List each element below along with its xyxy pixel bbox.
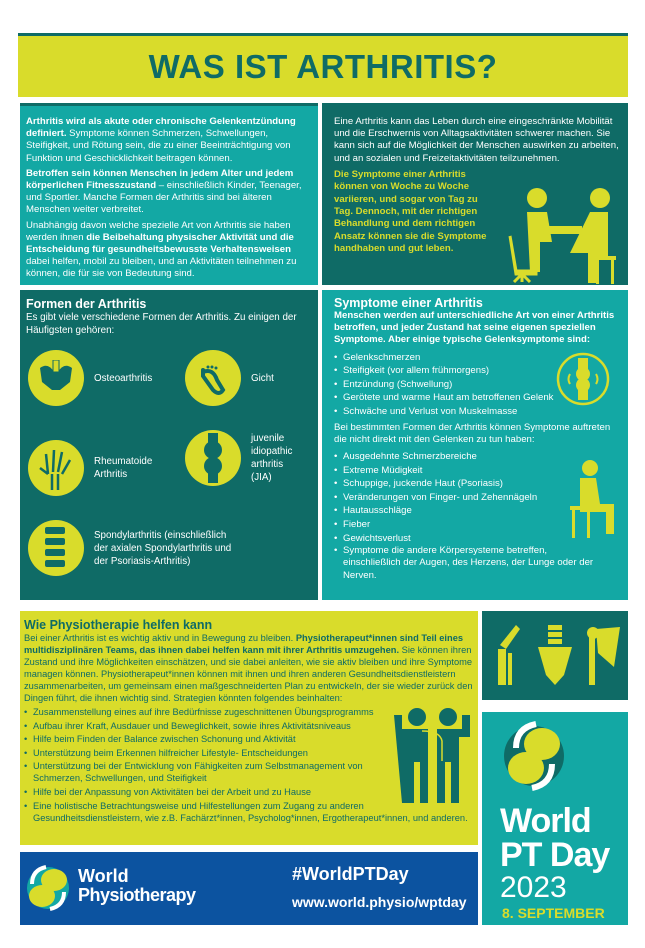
physio-text-a: Bei einer Arthritis ist es wichtig aktiv und in Bewegung zu bleiben. xyxy=(24,633,296,643)
forms-heading: Formen der Arthritis xyxy=(26,297,147,311)
two-people-support-icon xyxy=(392,707,472,807)
symptoms-section xyxy=(322,290,628,600)
list-item: • Schuppige, juckende Haut (Psoriasis) xyxy=(334,477,622,491)
list-item: • Hautausschläge xyxy=(334,504,622,518)
hashtag: #WorldPTDay xyxy=(292,864,409,884)
pelvis-icon xyxy=(28,350,84,406)
form-label: Rheumatoide Arthritis xyxy=(94,456,153,480)
list-item: • Gelenkschmerzen xyxy=(334,351,622,365)
list-item: • Extreme Müdigkeit xyxy=(334,464,622,478)
org-name-line2: Physiotherapy xyxy=(78,885,196,905)
physio-text-b: Sie können ihren Zustand und ihre Möglichkeiten einschätzen, und sie dabei anleiten, wie sie aktiv bleiben und ihre Symptome managen können. Physiotherapeut*innen können mit ihnen und ihren anderen Gesundheitsdienstleistern zusammenarbeiten, um gemeinsam einen maßgeschneiderten Plan zu entwickeln, der sie wieder zurück den Dingen führt, die ihnen wichtig sind. Strategien könnten folgendes beinhalten: xyxy=(24,645,473,703)
intro-p3-a: Unabhängig davon welche spezielle Art von Arthritis sie haben werden ihnen xyxy=(26,219,291,243)
list-item: • Schwäche und Verlust von Muskelmasse xyxy=(334,405,622,419)
intro-p2-rest: – einschließlich Kinder, Teenager, und Sportler. Manche Formen der Arthritis sind bei älteren Menschen weiter verbreitet. xyxy=(26,180,302,216)
list-item: • Fieber xyxy=(334,518,622,532)
intro-p3 xyxy=(26,220,312,281)
intro-p2 xyxy=(26,168,312,217)
sitting-person-icon xyxy=(570,460,620,540)
knee-joint-icon xyxy=(185,430,241,486)
hand-bones-icon xyxy=(28,440,84,496)
list-item: • Symptome die andere Körpersysteme betreffen, einschließlich der Augen, des Herzens, der Lunge oder der Nerven. xyxy=(334,545,594,582)
form-label: Spondylarthritis (einschließlich der axialen Spondylarthritis und der Psoriasis-Arthritis) xyxy=(94,529,232,567)
form-label: Osteoarthritis xyxy=(94,372,153,384)
impact-section xyxy=(322,103,628,285)
impact-highlight: Die Symptome einer Arthritis können von Woche zu Woche variieren, und sogar von Tag zu Tag. Dennoch, mit der richtigen Behandlung und dem richtigen Ansatz können sie die Symptome handhaben und gut leben. xyxy=(334,168,487,255)
page-title: WAS IST ARTHRITIS? xyxy=(148,47,498,85)
form-label: Gicht xyxy=(251,372,274,384)
form-spondyl xyxy=(28,520,278,576)
shoulder-bones-icon xyxy=(586,625,620,685)
list-item: • Entzündung (Schwellung) xyxy=(334,378,622,392)
form-gout xyxy=(185,350,274,406)
impact-text: Eine Arthritis kann das Leben durch eine eingeschränkte Mobilität und die Erschwernis von Alltagsaktivitäten schwerer machen. Sie kann sich auf die Möglichkeit der Menschen auswirken zu arbeiten, und an sozialen und Freizeitaktivitäten teilzunehmen. xyxy=(334,116,619,164)
other-symptoms-intro: Bei bestimmten Formen der Arthritis können Symptome auftreten die nicht direkt mit den Gelenken zu tun haben: xyxy=(334,421,611,445)
event-name-line1: World xyxy=(500,802,591,840)
intro-section xyxy=(20,103,318,285)
spine-icon xyxy=(28,520,84,576)
footer-bar xyxy=(20,852,478,925)
intro-p3-bold: die Beibehaltung physischer Aktivität und die Entscheidung für gesundheitsbewusste Verhaltensweisen xyxy=(26,231,294,256)
event-year: 2023 xyxy=(500,871,567,904)
world-physiotherapy-logo-icon xyxy=(26,864,70,912)
patient-therapist-icon xyxy=(502,186,622,286)
forms-section xyxy=(20,290,318,600)
form-label: juvenile idiopathic arthritis (JIA) xyxy=(251,433,293,483)
physio-heading: Wie Physiotherapie helfen kann xyxy=(24,618,213,632)
title-banner xyxy=(18,33,628,97)
form-jia xyxy=(185,430,310,486)
world-pt-day-logo-icon xyxy=(502,718,566,794)
list-item: • Gewichtsverlust xyxy=(334,532,622,546)
list-item: • Hilfe beim Finden der Balance zwischen Schonung und Aktivität xyxy=(24,733,404,747)
event-date: 8. SEPTEMBER xyxy=(502,905,605,921)
list-item: • Zusammenstellung eines auf ihre Bedürfnisse zugeschnittenen Übungsprogramms xyxy=(24,706,404,720)
painful-joint-icon xyxy=(556,352,610,406)
list-item: • Steifigkeit (vor allem frühmorgens) xyxy=(334,364,622,378)
org-name-line1: World xyxy=(78,866,129,886)
list-item: • Hilfe bei der Anpassung von Aktivitäten bei der Arbeit und zu Hause xyxy=(24,786,404,800)
list-item: • Veränderungen von Finger- und Zehennägeln xyxy=(334,491,622,505)
foot-icon xyxy=(185,350,241,406)
list-item: • Unterstützung bei der Entwicklung von Fähigkeiten zum Selbstmanagement von Schmerzen, Schwellungen, und Steifigkeit xyxy=(24,760,364,784)
intro-p1 xyxy=(26,116,312,165)
intro-p2-bold: Betroffen sein können Menschen in jedem Alter und jedem körperlichen Fitnesszustand xyxy=(26,167,294,192)
intro-p1-bold: Arthritis wird als akute oder chronische Gelenkentzündung definiert. xyxy=(26,116,296,140)
website-link[interactable]: www.world.physio/wptday xyxy=(292,894,467,910)
list-item: • Eine holistische Betrachtungsweise und Hilfestellungen zum Zugang zu anderen Gesundheitsdienstleistern, wie z.B. Fachärzt*innen, Psycholog*innen, Ergotherapeut*innen, und anderen. xyxy=(24,800,469,824)
event-name-line2: PT Day xyxy=(500,836,610,874)
spine-pelvis-icon xyxy=(538,625,572,685)
form-osteoarthritis xyxy=(28,350,152,406)
symptoms-heading: Symptome einer Arthritis xyxy=(334,296,483,310)
bones-panel xyxy=(482,611,628,700)
form-rheumatoid xyxy=(28,440,178,496)
physio-text-bold: Physiotherapeut*innen sind Teil eines multidisziplinären Teams, das ihnen dabei helfen kann mit ihrer Arthritis umzugehen. xyxy=(24,633,464,655)
list-item: • Gerötete und warme Haut am betroffenen Gelenk xyxy=(334,391,622,405)
physio-text xyxy=(24,632,474,704)
physio-section xyxy=(20,611,478,845)
intro-p1-rest: Symptome können Schmerzen, Schwellungen, Steifigkeit, und Rötung sein, die zu einer Beeinträchtigung von Funktion und Geschicklichkeit beitragen können. xyxy=(26,128,291,164)
forms-intro: Es gibt viele verschiedene Formen der Arthritis. Zu einigen der Häufigsten gehören: xyxy=(26,312,297,336)
list-item: • Ausgedehnte Schmerzbereiche xyxy=(334,450,622,464)
symptoms-intro: Menschen werden auf unterschiedliche Art von einer Arthritis betroffen, und jeder Zustand hat seine eigenen speziellen Symptome. Aber einige typische Gelenksymptome sind: xyxy=(334,310,615,346)
intro-p3-b: dabei helfen, mobil zu bleiben, und an Aktivitäten teilnehmen zu können, die für sie von Bedeutung sind. xyxy=(26,256,297,280)
knee-bones-icon xyxy=(492,625,520,685)
list-item: • Unterstützung beim Erkennen hilfreicher Lifestyle- Entscheidungen xyxy=(24,747,404,761)
list-item: • Aufbau ihrer Kraft, Ausdauer und Beweglichkeit, sowie ihres Aktivitätsniveaus xyxy=(24,720,404,734)
world-pt-day-panel xyxy=(482,712,628,925)
